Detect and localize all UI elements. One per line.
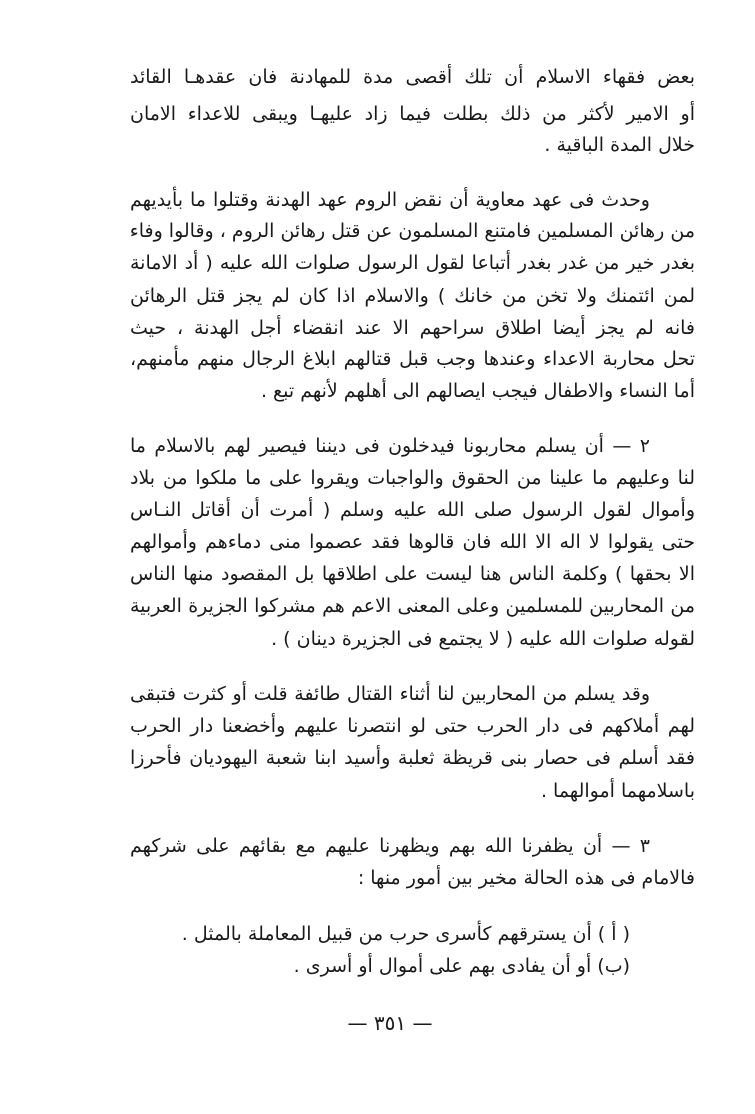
option-a: ( أ ) أن يسترقهم كأسرى حرب من قبيل المعاملة بالمثل . [181, 923, 630, 945]
text-line: بعض فقهاء الاسلام أن تلك أقصى مدة للمهادنة فان عقدهـا القائد [130, 66, 695, 88]
text-line: وحدث فى عهد معاوية أن نقض الروم عهد الهدنة وقتلوا ما بأيديهم [130, 189, 650, 211]
text-line: تحل محاربة الاعداء وعندها وجب قبل قتالهم ابلاغ الرجال منهم مأمنهم، [130, 348, 695, 370]
text-line: خلال المدة الباقية . [544, 134, 695, 156]
text-line: من المحاربين للمسلمين وعلى المعنى الاعم هم مشركوا الجزيرة العربية [130, 595, 695, 617]
text-line: ٣ — أن يظفرنا الله بهم ويظهرنا عليهم مع بقائهم على شركهم [130, 835, 650, 857]
text-line: فالامام فى هذه الحالة مخير بين أمور منها : [357, 867, 695, 889]
text-line: أما النساء والاطفال فيجب ايصالهم الى أهلهم لأنهم تبع . [260, 380, 695, 402]
text-line: فقد أسلم فى حصار بنى قريظة ثعلبة وأسيد ابنا شعبة اليهوديان فأحرزا [130, 747, 695, 769]
text-line: من رهائن المسلمين فامتنع المسلمون عن قتل رهائن الروم ، وقالوا وفاء [129, 220, 695, 242]
page-number: — ٣٥١ — [347, 1011, 433, 1035]
text-line: وأموال لقول الرسول صلى الله عليه وسلم ( أمرت أن أقاتل النـاس [130, 499, 695, 521]
text-line: فانه لم يجز أيضا اطلاق سراحهم الا عند انقضاء أجل الهدنة ، حيث [130, 317, 695, 339]
text-line: لمن ائتمنك ولا تخن من خانك ) والاسلام اذا كان لم يجز قتل الرهائن [130, 285, 695, 307]
text-line: وقد يسلم من المحاربين لنا أثناء القتال طائفة قلت أو كثرت فتبقى [130, 683, 650, 705]
text-line: أو الامير لأكثر من ذلك بطلت فيما زاد عليهـا ويبقى للاعداء الامان [130, 103, 695, 125]
text-line: لنا وعليهم ما علينا من الحقوق والواجبات ويقروا على ما ملكوا من بلاد [130, 467, 695, 489]
text-line: حتى يقولوا لا اله الا الله فان قالوها فقد عصموا منى دماءهم وأموالهم [130, 531, 695, 553]
option-b: (ب) أو أن يفادى بهم على أموال أو أسرى . [293, 955, 630, 977]
text-line: بغدر خير من غدر بغدر أتباعا لقول الرسول صلوات الله عليه ( أد الامانة [130, 252, 695, 274]
text-line: لهم أملاكهم فى دار الحرب حتى لو انتصرنا عليهم وأخضعنا دار الحرب [130, 715, 695, 737]
text-line: الا بحقها ) وكلمة الناس هنا ليست على اطلاقها بل المقصود منها الناس [130, 563, 695, 585]
text-line: ٢ — أن يسلم محاربونا فيدخلون فى ديننا فيصير لهم بالاسلام ما [130, 435, 650, 457]
text-line: باسلامهما أموالهما . [540, 780, 695, 802]
text-line: لقوله صلوات الله عليه ( لا يجتمع فى الجزيرة دينان ) . [271, 628, 695, 650]
